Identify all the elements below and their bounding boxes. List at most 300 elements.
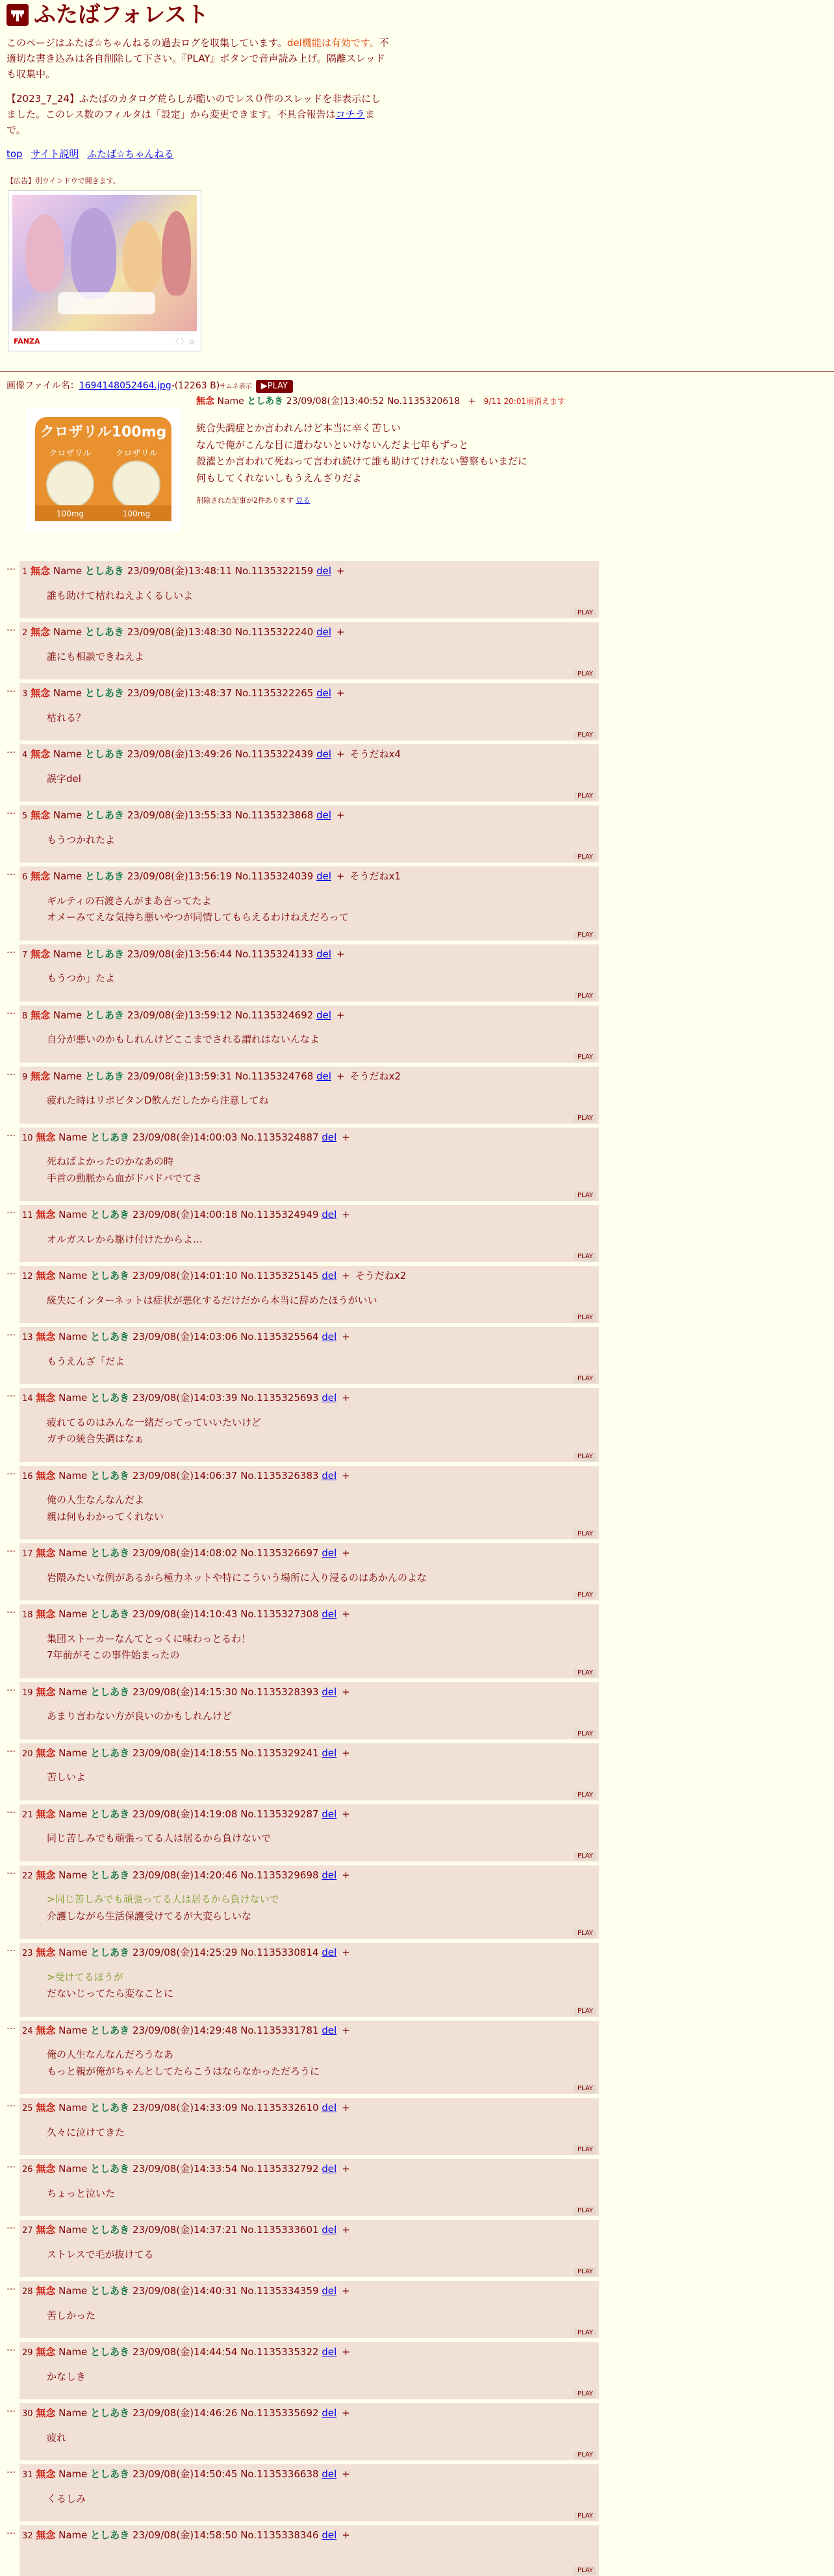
deleted-posts-link[interactable]: 見る (296, 496, 310, 505)
reply-post-number[interactable]: No.1135324949 (240, 1209, 319, 1220)
reply-date: 23/09/08(金)14:33:54 (132, 2163, 238, 2175)
reply-post (19, 1327, 599, 1384)
reply-name-label: Name (58, 1131, 88, 1143)
medicine-sub-left: クロザリル (49, 449, 92, 459)
reply-post-number[interactable]: No.1135325145 (240, 1270, 319, 1282)
reply-row (6, 1388, 834, 1462)
reply-sodane[interactable]: そうだねx4 (349, 748, 401, 760)
reply-name-label: Name (58, 1209, 88, 1220)
reply-del-link[interactable]: del (316, 748, 331, 760)
reply-name-label: Name (58, 1869, 88, 1881)
reply-plus-button[interactable]: + (342, 1869, 350, 1881)
reply-number: 13 (22, 1333, 33, 1343)
reply-play-button[interactable]: PLAY (574, 2007, 596, 2015)
reply-text (47, 2186, 595, 2203)
reply-plus-button[interactable]: + (342, 2102, 350, 2114)
reply-post-number[interactable]: No.1135325693 (240, 1392, 319, 1404)
reply-plus-button[interactable]: + (336, 870, 345, 882)
ad-carousel-controls[interactable]: 〈 〉 ◇ (171, 338, 194, 346)
reply-del-link[interactable]: del (322, 1947, 337, 1958)
reply-date: 23/09/08(金)14:37:21 (132, 2224, 238, 2236)
reply-name-label: Name (58, 2468, 88, 2480)
reply-text (47, 1891, 595, 1925)
reply-plus-button[interactable]: + (342, 1131, 350, 1143)
reply-post (19, 2220, 599, 2277)
reply-play-button[interactable]: PLAY (574, 1252, 596, 1261)
reply-play-button[interactable]: PLAY (574, 1530, 596, 1538)
reply-plus-button[interactable]: + (342, 2407, 350, 2419)
reply-del-link[interactable]: del (322, 1131, 337, 1143)
reply-line: 俺の人生なんなんだよ (47, 1494, 145, 1506)
reply-post (19, 744, 599, 802)
reply-subject: 無念 (36, 1392, 56, 1404)
reply-meta (22, 1807, 595, 1822)
reply-dots: … (6, 944, 16, 955)
reply-play-button[interactable]: PLAY (574, 853, 596, 861)
reply-name-label: Name (53, 1070, 82, 1082)
nav-link-top[interactable]: top (6, 148, 23, 160)
reply-name: としあき (84, 870, 124, 882)
reply-name: としあき (84, 626, 124, 638)
reply-play-button[interactable]: PLAY (574, 731, 596, 739)
reply-play-button[interactable]: PLAY (574, 2206, 596, 2215)
reply-row (6, 944, 834, 1002)
reply-del-link[interactable]: del (322, 2346, 337, 2358)
reply-text (47, 2047, 595, 2080)
reply-play-button[interactable]: PLAY (574, 792, 596, 800)
reply-del-link[interactable]: del (316, 565, 331, 577)
reply-meta (22, 1130, 595, 1145)
reply-plus-button[interactable]: + (342, 1808, 350, 1820)
reply-date: 23/09/08(金)13:59:31 (127, 1070, 233, 1082)
reply-plus-button[interactable]: + (342, 2346, 350, 2358)
reply-plus-button[interactable]: + (336, 1070, 345, 1082)
reply-text (47, 1708, 595, 1725)
reply-subject: 無念 (31, 809, 51, 821)
reply-name-label: Name (58, 1808, 88, 1820)
reply-post (19, 805, 599, 863)
reply-number: 28 (22, 2287, 33, 2297)
report-link[interactable]: コチラ (335, 108, 365, 120)
reply-post-number[interactable]: No.1135324133 (234, 948, 314, 960)
reply-meta (22, 1330, 595, 1345)
reply-plus-button[interactable]: + (336, 687, 345, 699)
reply-sodane[interactable]: そうだねx2 (355, 1270, 407, 1282)
reply-del-link[interactable]: del (322, 2407, 337, 2419)
reply-del-link[interactable]: del (322, 2468, 337, 2480)
reply-subject: 無念 (31, 748, 51, 760)
reply-plus-button[interactable]: + (342, 2024, 350, 2036)
reply-number: 9 (22, 1072, 28, 1082)
reply-name: としあき (84, 1070, 124, 1082)
reply-del-link[interactable]: del (322, 2163, 337, 2175)
reply-plus-button[interactable]: + (342, 1392, 350, 1404)
reply-text (47, 2308, 595, 2325)
reply-del-link[interactable]: del (322, 1331, 337, 1343)
reply-del-link[interactable]: del (316, 870, 331, 882)
reply-meta (22, 1607, 595, 1622)
reply-del-link[interactable]: del (322, 1547, 337, 1559)
reply-number: 27 (22, 2226, 33, 2236)
reply-post (19, 1604, 599, 1678)
reply-del-link[interactable]: del (322, 1747, 337, 1759)
reply-text (47, 1830, 595, 1847)
ad-image[interactable] (12, 195, 197, 331)
reply-name: としあき (90, 1869, 130, 1881)
reply-line: 誰にも相談できねえよ (47, 650, 145, 663)
reply-post (19, 2281, 599, 2338)
reply-meta (22, 808, 595, 823)
reply-number: 18 (22, 1610, 33, 1620)
reply-date: 23/09/08(金)13:59:12 (127, 1009, 233, 1021)
reply-post-number[interactable]: No.1135322265 (234, 687, 314, 699)
reply-subject: 無念 (31, 565, 51, 577)
reply-name-label: Name (58, 2224, 88, 2236)
reply-text (47, 1492, 595, 1525)
reply-play-button[interactable]: PLAY (574, 609, 596, 617)
reply-play-button[interactable]: PLAY (574, 2451, 596, 2459)
reply-del-link[interactable]: del (322, 1608, 337, 1620)
reply-play-button[interactable]: PLAY (574, 1191, 596, 1200)
reply-play-button[interactable]: PLAY (574, 1929, 596, 1938)
reply-meta (22, 686, 595, 701)
reply-plus-button[interactable]: + (342, 1469, 350, 1482)
reply-line: 俺の人生なんなんだろうなあ (47, 2049, 174, 2060)
reply-post (19, 2159, 599, 2216)
reply-play-button[interactable]: PLAY (574, 1730, 596, 1738)
reply-play-button[interactable]: PLAY (574, 2084, 596, 2093)
reply-post-number[interactable]: No.1135332792 (240, 2163, 319, 2175)
reply-play-button[interactable]: PLAY (574, 2329, 596, 2337)
reply-plus-button[interactable]: + (336, 948, 345, 960)
reply-play-button[interactable]: PLAY (574, 1791, 596, 1799)
reply-post-number[interactable]: No.1135330814 (240, 1947, 319, 1958)
reply-post (19, 1743, 599, 1800)
reply-line: もうつかれたよ (47, 833, 116, 846)
reply-text (47, 832, 595, 849)
reply-date: 23/09/08(金)14:40:31 (132, 2285, 238, 2297)
reply-name: としあき (90, 1392, 130, 1404)
reply-dots: … (6, 1743, 16, 1754)
reply-date: 23/09/08(金)14:00:03 (132, 1131, 238, 1143)
reply-plus-button[interactable]: + (342, 2285, 350, 2297)
reply-name-label: Name (53, 565, 82, 577)
reply-plus-button[interactable]: + (342, 1608, 350, 1620)
reply-line: だないじってたら変なことに (47, 1988, 174, 1999)
reply-del-link[interactable]: del (316, 626, 331, 638)
reply-dots: … (6, 2465, 16, 2475)
reply-line: あまり言わない方が良いのかもしれんけど (47, 1710, 233, 1722)
reply-del-link[interactable]: del (316, 1009, 331, 1021)
reply-play-button[interactable]: PLAY (574, 1374, 596, 1383)
page-title: ふたばフォレスト (34, 2, 209, 28)
reply-dots: … (6, 2221, 16, 2231)
op-line: なんで俺がこんな目に遭わないといけないんだよ七年もずっと (196, 438, 469, 451)
reply-post-number[interactable]: No.1135328393 (240, 1686, 319, 1698)
reply-row (6, 1327, 834, 1384)
reply-post-number[interactable]: No.1135324887 (240, 1131, 319, 1143)
reply-del-link[interactable]: del (316, 809, 331, 821)
reply-number: 7 (22, 950, 28, 960)
reply-post-number[interactable]: No.1135335692 (240, 2407, 319, 2419)
reply-meta (22, 1945, 595, 1960)
reply-line: 疲れ (47, 2431, 67, 2443)
site-logo-icon[interactable] (6, 4, 29, 26)
reply-post-number[interactable]: No.1135323868 (234, 809, 314, 821)
reply-date: 23/09/08(金)14:03:39 (132, 1392, 238, 1404)
reply-row (6, 1005, 834, 1063)
reply-number: 19 (22, 1687, 33, 1698)
reply-plus-button[interactable]: + (342, 1270, 350, 1282)
reply-del-link[interactable]: del (322, 1209, 337, 1220)
reply-del-link[interactable]: del (322, 1469, 337, 1482)
reply-name-label: Name (53, 948, 82, 960)
reply-date: 23/09/08(金)14:06:37 (132, 1469, 238, 1482)
reply-dots: … (6, 1943, 16, 1954)
reply-number: 14 (22, 1394, 33, 1404)
medicine-dose-left: 100mg (56, 509, 84, 518)
reply-del-link[interactable]: del (322, 1869, 337, 1881)
reply-dots: … (6, 2099, 16, 2109)
reply-post-number[interactable]: No.1135333601 (240, 2224, 319, 2236)
reply-post-number[interactable]: No.1135322159 (234, 565, 314, 577)
reply-date: 23/09/08(金)14:29:48 (132, 2024, 238, 2036)
reply-dots: … (6, 1605, 16, 1615)
reply-post (19, 2403, 599, 2460)
reply-play-button[interactable]: PLAY (574, 2512, 596, 2520)
reply-name: としあき (90, 2346, 130, 2358)
op-number[interactable]: No.1135320618 (386, 396, 461, 407)
reply-number: 4 (22, 750, 28, 760)
reply-post-number[interactable]: No.1135335322 (240, 2346, 319, 2358)
reply-dots: … (6, 2404, 16, 2414)
reply-number: 11 (22, 1211, 33, 1220)
reply-post-number[interactable]: No.1135336638 (240, 2468, 319, 2480)
reply-plus-button[interactable]: + (342, 2468, 350, 2480)
reply-name: としあき (90, 2407, 130, 2419)
file-link[interactable]: 1694148052464.jpg (79, 381, 171, 391)
op-line: 殺濯とか言われて死ねって言われ続けて誰も助けてけれない警察もいまだに (196, 455, 528, 467)
reply-post-number[interactable]: No.1135329241 (240, 1747, 319, 1759)
reply-row (6, 1543, 834, 1600)
reply-line: もうえんざ「だよ (47, 1355, 125, 1367)
reply-play-button[interactable]: PLAY (574, 1669, 596, 1677)
reply-play-button[interactable]: PLAY (574, 992, 596, 1000)
reply-post-number[interactable]: No.1135324768 (234, 1070, 314, 1082)
reply-del-link[interactable]: del (322, 2285, 337, 2297)
reply-del-link[interactable]: del (316, 948, 331, 960)
reply-post-number[interactable]: No.1135329287 (240, 1808, 319, 1820)
reply-del-link[interactable]: del (322, 1270, 337, 1282)
reply-post (19, 622, 599, 679)
reply-text (47, 2430, 595, 2447)
reply-plus-button[interactable]: + (342, 1547, 350, 1559)
reply-post (19, 1682, 599, 1739)
reply-date: 23/09/08(金)14:50:45 (132, 2468, 238, 2480)
reply-del-link[interactable]: del (316, 1070, 331, 1082)
reply-meta (22, 1207, 595, 1222)
reply-line: くるしみ (47, 2492, 86, 2505)
reply-play-button[interactable]: PLAY (574, 1852, 596, 1860)
reply-name: としあき (90, 1131, 130, 1143)
reply-play-button[interactable]: PLAY (574, 1114, 596, 1122)
reply-dots: … (6, 1206, 16, 1216)
reply-plus-button[interactable]: + (342, 1209, 350, 1220)
reply-row (6, 2281, 834, 2338)
reply-post-number[interactable]: No.1135332610 (240, 2102, 319, 2114)
reply-post (19, 866, 599, 941)
reply-post-number[interactable]: No.1135324692 (234, 1009, 314, 1021)
reply-name: としあき (84, 565, 124, 577)
notice-text: 【2023_7_24】ふたばのカタログ荒らしが酷いのでレス０件のスレッドを非表示にしました。このレス数のフィルタは「設定」から変更できます。不具合報告は (6, 93, 381, 120)
reply-text (47, 771, 595, 788)
reply-plus-button[interactable]: + (342, 1686, 350, 1698)
op-line: 統合失調症とか言われんけど本当に辛く苦しい (196, 422, 401, 434)
reply-row (6, 2525, 834, 2576)
reply-line: 疲れた時はリポビタンD飲んだしたから注意してね (47, 1094, 269, 1106)
reply-plus-button[interactable]: + (336, 748, 345, 760)
reply-number: 25 (22, 2104, 33, 2114)
reply-plus-button[interactable]: + (342, 1747, 350, 1759)
reply-date: 23/09/08(金)14:08:02 (132, 1547, 238, 1559)
reply-post-number[interactable]: No.1135334359 (240, 2285, 319, 2297)
reply-del-link[interactable]: del (322, 2529, 337, 2541)
reply-post (19, 1205, 599, 1262)
reply-name-label: Name (58, 1331, 88, 1343)
reply-post-number[interactable]: No.1135338346 (240, 2529, 319, 2541)
reply-text (47, 2125, 595, 2141)
reply-number: 8 (22, 1011, 28, 1021)
op-subject: 無念 (196, 396, 214, 407)
reply-del-link[interactable]: del (322, 1392, 337, 1404)
reply-subject: 無念 (36, 2529, 56, 2541)
reply-plus-button[interactable]: + (336, 565, 345, 577)
reply-play-button[interactable]: PLAY (574, 1313, 596, 1322)
reply-name: としあき (90, 1947, 130, 1958)
nav-link-futaba[interactable]: ふたば☆ちゃんねる (87, 148, 174, 160)
reply-dots: … (6, 806, 16, 816)
reply-play-button[interactable]: PLAY (574, 1452, 596, 1461)
reply-plus-button[interactable]: + (342, 1947, 350, 1958)
reply-del-link[interactable]: del (322, 1808, 337, 1820)
reply-sodane[interactable]: そうだねx2 (349, 1070, 401, 1082)
ad-banner[interactable] (8, 190, 201, 351)
reply-post-number[interactable]: No.1135327308 (240, 1608, 319, 1620)
reply-date: 23/09/08(金)14:46:26 (132, 2407, 238, 2419)
medicine-label: クロザリル100mg (40, 424, 167, 440)
deleted-posts-text: 削除された記事が2件あります (196, 496, 294, 505)
reply-name-label: Name (58, 2024, 88, 2036)
reply-dots: … (6, 867, 16, 878)
reply-text (47, 2369, 595, 2386)
reply-dots: … (6, 1005, 16, 1017)
reply-post (19, 683, 599, 740)
reply-play-button[interactable]: PLAY (574, 1053, 596, 1061)
reply-del-link[interactable]: del (322, 2024, 337, 2036)
reply-del-link[interactable]: del (322, 1686, 337, 1698)
reply-plus-button[interactable]: + (342, 2163, 350, 2175)
reply-plus-button[interactable]: + (342, 2224, 350, 2236)
reply-dots: … (6, 1128, 16, 1139)
op-name-label: Name (217, 396, 244, 407)
reply-post-number[interactable]: No.1135322240 (234, 626, 314, 638)
reply-play-button[interactable]: PLAY (574, 2390, 596, 2398)
reply-text (47, 1092, 595, 1109)
reply-date: 23/09/08(金)14:58:50 (132, 2529, 238, 2541)
op-name: としあき (247, 396, 284, 407)
reply-subject: 無念 (36, 1808, 56, 1820)
reply-plus-button[interactable]: + (342, 1331, 350, 1343)
reply-name-label: Name (58, 1686, 88, 1698)
reply-post (19, 1067, 599, 1124)
reply-line: 7年前がそこの事件始まったの (47, 1649, 180, 1661)
reply-row (6, 1466, 834, 1540)
reply-number: 32 (22, 2531, 33, 2541)
reply-del-link[interactable]: del (322, 2102, 337, 2114)
reply-subject: 無念 (36, 2468, 56, 2480)
reply-row (6, 805, 834, 863)
reply-play-button[interactable]: PLAY (574, 2145, 596, 2154)
reply-sodane[interactable]: そうだねx1 (349, 870, 401, 882)
reply-del-link[interactable]: del (316, 687, 331, 699)
reply-plus-button[interactable]: + (342, 2529, 350, 2541)
reply-post-number[interactable]: No.1135325564 (240, 1331, 319, 1343)
reply-play-button[interactable]: PLAY (574, 670, 596, 678)
reply-text (47, 649, 595, 666)
reply-post-number[interactable]: No.1135331781 (240, 2024, 319, 2036)
reply-subject: 無念 (36, 1747, 56, 1759)
reply-row (6, 1943, 834, 2017)
reply-post-number[interactable]: No.1135326697 (240, 1547, 319, 1559)
reply-meta (22, 1391, 595, 1406)
reply-number: 22 (22, 1871, 33, 1881)
reply-post-number[interactable]: No.1135329698 (240, 1869, 319, 1881)
reply-play-button[interactable]: PLAY (574, 2267, 596, 2276)
reply-meta (22, 747, 595, 762)
reply-subject: 無念 (36, 1209, 56, 1220)
reply-play-button[interactable]: PLAY (574, 931, 596, 939)
reply-line (47, 2552, 595, 2562)
reply-plus-button[interactable]: + (336, 626, 345, 638)
reply-number: 24 (22, 2026, 33, 2036)
op-plus-button[interactable]: + (468, 396, 476, 407)
reply-plus-button[interactable]: + (336, 1009, 345, 1021)
reply-meta (22, 1746, 595, 1761)
reply-del-link[interactable]: del (322, 2224, 337, 2236)
op-thumbnail[interactable] (26, 408, 181, 531)
reply-name: としあき (84, 948, 124, 960)
reply-post-number[interactable]: No.1135326383 (240, 1469, 319, 1482)
nav-link-about[interactable]: サイト説明 (31, 148, 79, 160)
reply-dots: … (6, 1544, 16, 1554)
reply-date: 23/09/08(金)14:15:30 (132, 1686, 238, 1698)
reply-line: ちょっと泣いた (47, 2187, 116, 2199)
reply-text (47, 1631, 595, 1664)
op-play-button[interactable]: ▶PLAY (256, 380, 293, 393)
reply-meta (22, 2528, 595, 2543)
notice-text: まで。 (6, 108, 375, 136)
reply-meta (22, 1008, 595, 1023)
reply-name-label: Name (58, 1270, 88, 1282)
reply-post-number[interactable]: No.1135324039 (234, 870, 314, 882)
reply-text (47, 1415, 595, 1448)
reply-number: 12 (22, 1272, 33, 1282)
reply-meta (22, 2162, 595, 2177)
reply-play-button[interactable]: PLAY (574, 1591, 596, 1599)
reply-play-button[interactable]: PLAY (574, 2566, 596, 2575)
reply-plus-button[interactable]: + (336, 809, 345, 821)
reply-post-number[interactable]: No.1135322439 (234, 748, 314, 760)
